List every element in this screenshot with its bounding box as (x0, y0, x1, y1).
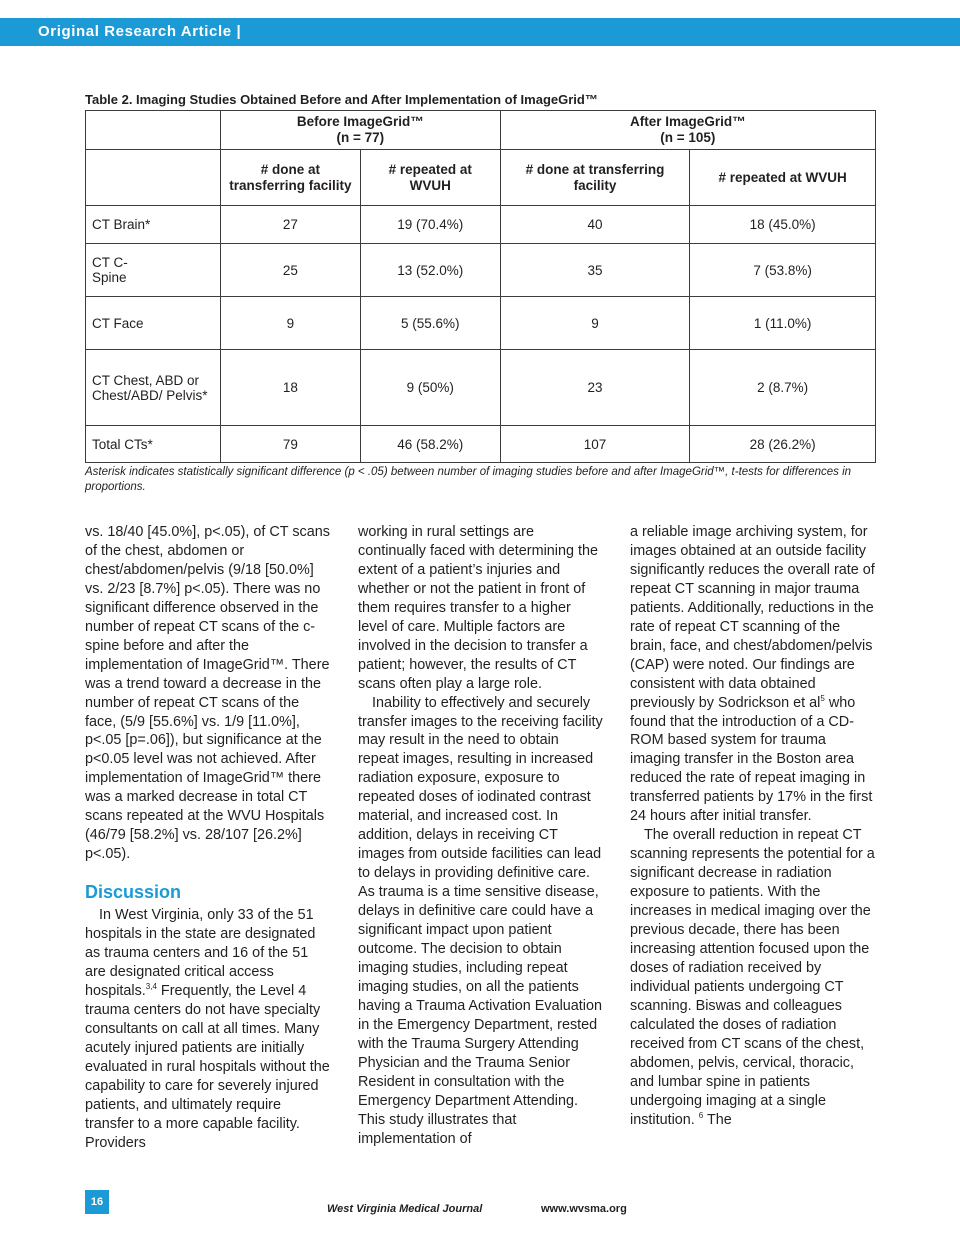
group-header-after: After ImageGrid™ (n = 105) (500, 111, 875, 150)
table-cell: 1 (11.0%) (690, 297, 876, 350)
discussion-paragraph: In West Virginia, only 33 of the 51 hospitals in the state are designated as trauma centers and 16 of the 51 are designated critical access hospitals.$^{3,4}$ Frequently, the Level 4 trauma centers do not have specialty consultants on call at all times. Many acutely injured patients are initially evaluated in rural hospitals without the capability to care for severely injured patients, and ultimately require transfer to a more capable facility. Providers (85, 907, 330, 1151)
table-cell: 18 (221, 350, 361, 426)
table-cell: 23 (500, 350, 690, 426)
table-corner-cell (86, 111, 221, 150)
table-row (86, 244, 876, 297)
row-label: CT Face (86, 297, 221, 350)
group-header-before: Before ImageGrid™ (n = 77) (221, 111, 501, 150)
body-paragraph: a reliable image archiving system, for images obtained at an outside facility significantly reduces the overall rate of repeat CT scanning in major trauma patients. Additionally, reductions in the rate of repeat CT scanning of the brain, face, and chest/abdomen/pelvis (CAP) were noted. Our findings are consistent with data obtained previously by Sodrickson et $al^5$ who found that the introduction of a CD-ROM based system for trauma imaging transfer in the Boston area reduced the rate of repeat imaging in transferred patients by 17% in the first 24 hours after initial transfer. (630, 524, 875, 825)
table-cell: 9 (50%) (360, 350, 500, 426)
table-cell: 9 (221, 297, 361, 350)
table-cell: 5 (55.6%) (360, 297, 500, 350)
journal-name: West Virginia Medical Journal (327, 1203, 483, 1215)
column-header: # repeated at WVUH (360, 150, 500, 206)
section-title: Original Research Article | (38, 23, 242, 40)
table-cell: 13 (52.0%) (360, 244, 500, 297)
table-row (86, 426, 876, 463)
table-cell: 27 (221, 206, 361, 244)
text-column-1 (85, 523, 330, 1153)
column-header: # repeated at WVUH (690, 150, 876, 206)
table-cell: 9 (500, 297, 690, 350)
table-footnote: Asterisk indicates statistically significant difference (p < .05) between number of imaging studies before and after ImageGrid™, t-tests for differences in proportions. (85, 466, 852, 493)
imaging-studies-table (85, 110, 876, 463)
row-label: CT C-Spine (86, 244, 221, 297)
journal-website: www.wvsma.org (541, 1203, 627, 1215)
table-cell: 2 (8.7%) (690, 350, 876, 426)
row-label: CT Brain* (86, 206, 221, 244)
table-row (86, 350, 876, 426)
citation-ref: 6 (698, 1110, 704, 1120)
table-cell: 7 (53.8%) (690, 244, 876, 297)
row-label: CT Chest, ABD or Chest/ABD/ Pelvis* (86, 350, 221, 426)
body-paragraph: The overall reduction in repeat CT scanning represents the potential for a significant decrease in radiation exposure to patients. With the increases in medical imaging over the previous decade, there has been increasing attention focused upon the doses of radiation received by individual patients undergoing CT scanning. Biswas and colleagues calculated the doses of radiation received from CT scans of the chest, abdomen, pelvis, cervical, thoracic, and lumbar spine in patients undergoing imaging at a single institution. $^6$ The (630, 827, 875, 1128)
body-paragraph: Inability to effectively and securely transfer images to the receiving facility may result in the need to obtain repeat images, resulting in increased radiation exposure, exposure to repeated doses of iodinated contrast material, and increased cost. In addition, delays in receiving CT images from outside facilities can lead to delays in providing definitive care. As trauma is a time sensitive disease, delays in definitive care could have a significant impact upon patient outcome. The decision to obtain imaging studies, including repeat imaging studies, on all the patients having a Trauma Activation Evaluation in the Emergency Department, rested with the Trauma Surgery Attending Physician and the Trauma Senior Resident in consultation with the Emergency Department Attending. This study illustrates that implementation of (358, 694, 603, 1147)
table-cell: 28 (26.2%) (690, 426, 876, 463)
page-number: 16 (85, 1190, 109, 1214)
table-cell: 19 (70.4%) (360, 206, 500, 244)
table-title: Table 2. Imaging Studies Obtained Before and After Implementation of ImageGrid™ (85, 92, 598, 107)
table-cell: 18 (45.0%) (690, 206, 876, 244)
discussion-heading: Discussion (85, 882, 182, 903)
table-row (86, 297, 876, 350)
row-label: Total CTs* (86, 426, 221, 463)
table-cell: 107 (500, 426, 690, 463)
citation-ref: 3,4 (145, 982, 157, 992)
table-cell: 40 (500, 206, 690, 244)
table-blank-header (86, 150, 221, 206)
column-header: # done at transferring facility (500, 150, 690, 206)
table-row (86, 206, 876, 244)
text-column-3 (630, 523, 875, 1130)
table-cell: 79 (221, 426, 361, 463)
table-cell: 46 (58.2%) (360, 426, 500, 463)
table-cell: 25 (221, 244, 361, 297)
table-cell: 35 (500, 244, 690, 297)
header-band (0, 18, 960, 46)
text-column-2 (358, 523, 603, 1148)
body-paragraph: working in rural settings are continually faced with determining the extent of a patient’s injuries and whether or not the patient in front of them requires transfer to a higher level of care. Multiple factors are involved in the decision to transfer a patient; however, the results of CT scans often play a large role. (358, 524, 598, 692)
results-paragraph: vs. 18/40 [45.0%], p<.05), of CT scans of the chest, abdomen or chest/abdomen/pelvis (9/18 [50.0%] vs. 2/23 [8.7%] p<.05). There was no significant difference observed in the number of repeat CT scans of the c-spine before and after the implementation of ImageGrid™. There was a trend toward a decrease in the number of repeat CT scans of the face, (5/9 [55.6%] vs. 1/9 [11.0%], p<.05 [p=.06]), but significance at the p<0.05 level was not achieved. After implementation of ImageGrid™ there was a marked decrease in total CT scans repeated at the WVU Hospitals (46/79 [58.2%] vs. 28/107 [26.2%] p<.05). (85, 524, 330, 863)
column-header: # done at transferring facility (221, 150, 361, 206)
citation-ref: 5 (820, 693, 825, 703)
